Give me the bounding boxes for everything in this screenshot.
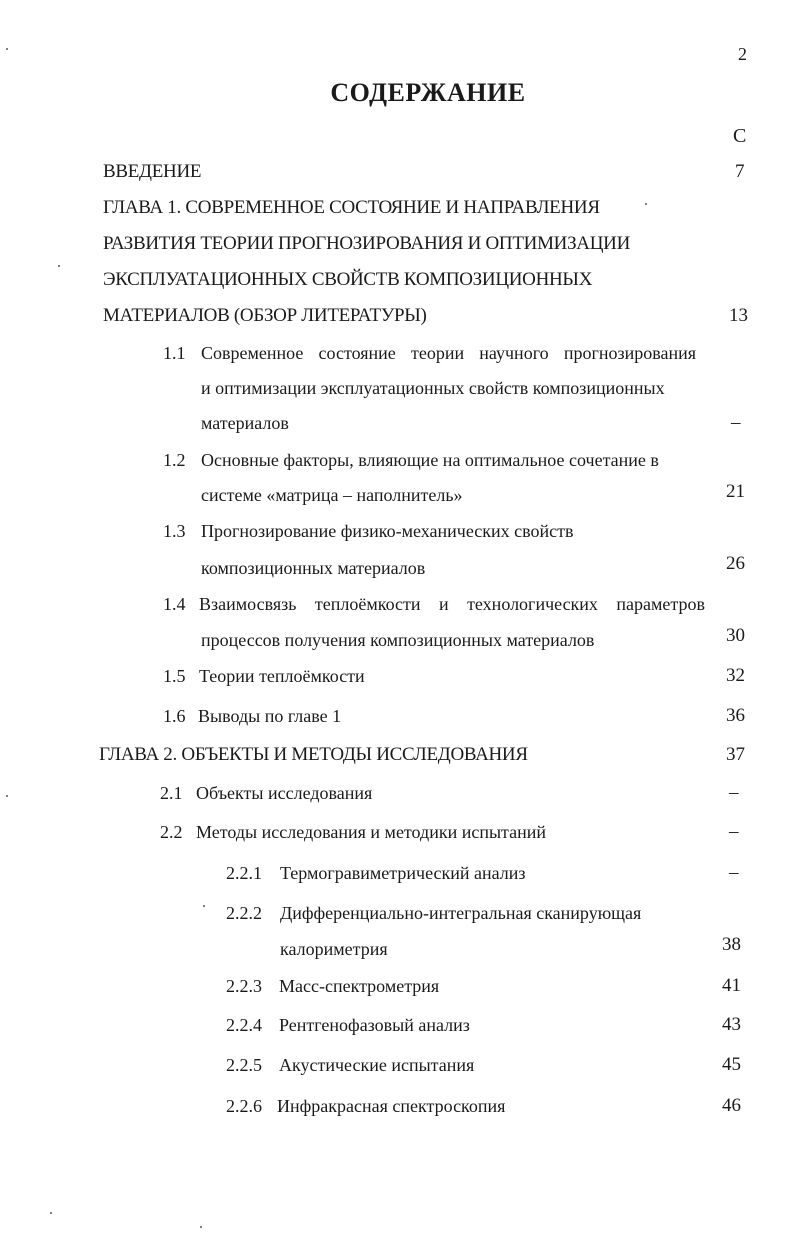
toc-section-page: – xyxy=(729,782,739,803)
toc-word: Взаимосвязь xyxy=(199,594,297,614)
toc-section-line: системе «матрица – наполнитель» xyxy=(201,485,463,505)
toc-word: параметров xyxy=(616,594,705,614)
toc-chapter2-text: ГЛАВА 2. ОБЪЕКТЫ И МЕТОДЫ ИССЛЕДОВАНИЯ xyxy=(99,744,528,765)
toc-section-number: 1.5 xyxy=(163,666,186,686)
toc-subsection-page: 38 xyxy=(722,934,741,955)
toc-subsection-page: 45 xyxy=(722,1054,741,1075)
toc-chapter1-page: 13 xyxy=(729,305,748,326)
toc-subsection-page: – xyxy=(729,862,739,883)
toc-intro-page: 7 xyxy=(735,161,745,182)
toc-word: прогнозирования xyxy=(563,343,696,363)
toc-section-line: материалов xyxy=(201,413,289,433)
toc-word: теории xyxy=(410,343,465,363)
page-title: СОДЕРЖАНИЕ xyxy=(330,78,526,107)
scan-speck xyxy=(50,1212,52,1214)
toc-subsection-number: 2.2.2 xyxy=(226,903,262,923)
toc-subsection-line: Дифференциально-интегральная сканирующая xyxy=(280,903,642,923)
toc-section-number: 1.4 xyxy=(163,594,186,614)
toc-section-number: 2.2 xyxy=(160,822,183,842)
toc-section-line: и оптимизации эксплуатационных свойств композиционных xyxy=(201,378,665,398)
scan-speck xyxy=(6,795,8,797)
toc-section-number: 1.6 xyxy=(163,706,186,726)
page-column-header: С xyxy=(733,125,747,147)
toc-chapter1-line: РАЗВИТИЯ ТЕОРИИ ПРОГНОЗИРОВАНИЯ И ОПТИМИЗАЦИИ xyxy=(103,233,630,254)
toc-subsection-number: 2.2.4 xyxy=(226,1015,262,1035)
toc-chapter1-line: ГЛАВА 1. СОВРЕМЕННОЕ СОСТОЯНИЕ И НАПРАВЛЕНИЯ xyxy=(103,197,600,218)
toc-subsection-page: 41 xyxy=(722,975,741,996)
toc-section-number: 1.3 xyxy=(163,521,186,541)
toc-word: технологических xyxy=(467,594,598,614)
toc-subsection-number: 2.2.1 xyxy=(226,863,262,883)
toc-chapter2-page: 37 xyxy=(726,744,745,765)
toc-word: и xyxy=(438,594,449,614)
toc-section-line: Выводы по главе 1 xyxy=(198,706,342,726)
toc-section-page: 26 xyxy=(726,553,745,574)
scan-speck xyxy=(6,48,8,50)
toc-section-page: 21 xyxy=(726,481,745,502)
toc-subsection-page: 43 xyxy=(722,1014,741,1035)
toc-subsection-page: 46 xyxy=(722,1095,741,1116)
toc-section-line xyxy=(201,341,696,365)
toc-word: научного xyxy=(479,343,549,363)
scan-speck xyxy=(58,265,60,267)
toc-section-line: Прогнозирование физико-механических свойств xyxy=(201,521,574,541)
toc-subsection-line: калориметрия xyxy=(280,939,388,959)
toc-section-page: 36 xyxy=(726,705,745,726)
scan-speck xyxy=(645,203,647,205)
toc-section-page: – xyxy=(731,412,741,433)
toc-subsection-number: 2.2.6 xyxy=(226,1096,262,1116)
toc-section-page: – xyxy=(729,821,739,842)
toc-chapter1-line: МАТЕРИАЛОВ (ОБЗОР ЛИТЕРАТУРЫ) xyxy=(103,305,427,326)
scan-speck xyxy=(203,905,205,907)
toc-section-number: 2.1 xyxy=(160,783,183,803)
toc-section-line xyxy=(199,592,705,616)
toc-section-page: 32 xyxy=(726,665,745,686)
toc-subsection-line: Масс-спектрометрия xyxy=(279,976,440,996)
toc-section-line: Основные факторы, влияющие на оптимальное сочетание в xyxy=(201,450,659,470)
toc-subsection-number: 2.2.5 xyxy=(226,1055,262,1075)
toc-word: теплоёмкости xyxy=(314,594,421,614)
toc-section-line: композиционных материалов xyxy=(201,558,426,578)
toc-section-line: процессов получения композиционных материалов xyxy=(201,630,595,650)
toc-subsection-line: Акустические испытания xyxy=(279,1055,475,1075)
toc-subsection-number: 2.2.3 xyxy=(226,976,262,996)
toc-word: Современное xyxy=(201,343,304,363)
toc-word: состояние xyxy=(318,343,396,363)
toc-section-line: Объекты исследования xyxy=(196,783,373,803)
scan-speck xyxy=(200,1226,202,1228)
toc-section-line: Методы исследования и методики испытаний xyxy=(196,822,547,842)
toc-subsection-line: Инфракрасная спектроскопия xyxy=(277,1096,506,1116)
toc-section-number: 1.1 xyxy=(163,343,186,363)
toc-intro-text: ВВЕДЕНИЕ xyxy=(103,161,202,182)
toc-section-page: 30 xyxy=(726,625,745,646)
toc-subsection-line: Рентгенофазовый анализ xyxy=(279,1015,470,1035)
toc-section-number: 1.2 xyxy=(163,450,186,470)
toc-section-line: Теории теплоёмкости xyxy=(199,666,365,686)
toc-subsection-line: Термогравиметрический анализ xyxy=(280,863,526,883)
page-number: 2 xyxy=(738,44,747,64)
toc-chapter1-line: ЭКСПЛУАТАЦИОННЫХ СВОЙСТВ КОМПОЗИЦИОННЫХ xyxy=(103,269,593,290)
